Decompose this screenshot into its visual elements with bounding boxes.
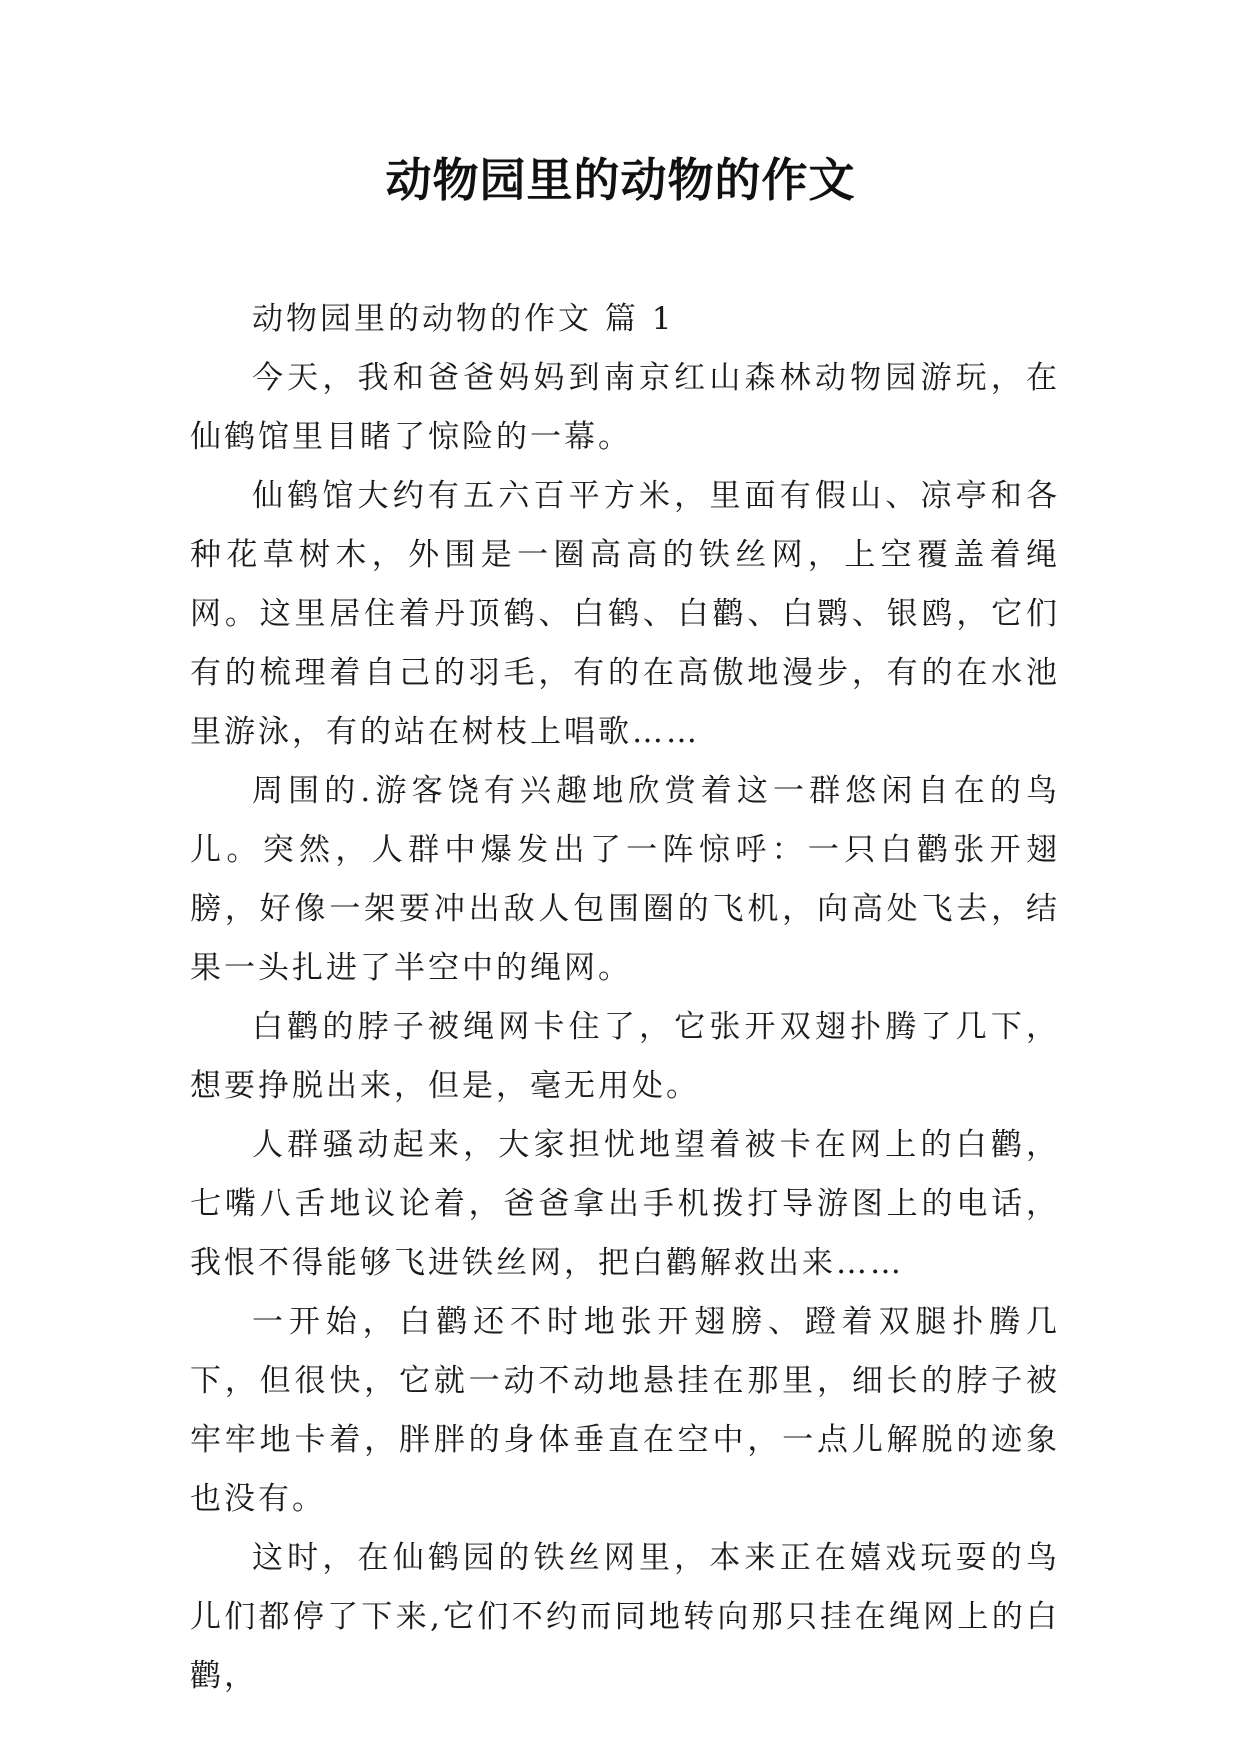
paragraph-2: 仙鹤馆大约有五六百平方米，里面有假山、凉亭和各种花草树木，外围是一圈高高的铁丝网，上空覆盖着绳网。这里居住着丹顶鹤、白鹤、白鹳、白鹮、银鸥，它们有的梳理着自己的羽毛，有的在高傲地漫步，有的在水池里游泳，有的站在树枝上唱歌…… — [190, 478, 1060, 750]
section-heading: 动物园里的动物的作文 篇 1 — [252, 301, 675, 337]
paragraph-6: 一开始，白鹳还不时地张开翅膀、蹬着双腿扑腾几下，但很快，它就一动不动地悬挂在那里，细长的脖子被牢牢地卡着，胖胖的身体垂直在空中，一点儿解脱的迹象也没有。 — [190, 1304, 1060, 1517]
paragraph-5: 人群骚动起来，大家担忧地望着被卡在网上的白鹳，七嘴八舌地议论着，爸爸拿出手机拨打导游图上的电话，我恨不得能够飞进铁丝网，把白鹳解救出来…… — [190, 1127, 1060, 1281]
document-body — [190, 290, 1060, 1706]
paragraph-1: 今天，我和爸爸妈妈到南京红山森林动物园游玩，在仙鹤馆里目睹了惊险的一幕。 — [190, 360, 1060, 455]
document-title: 动物园里的动物的作文 — [385, 153, 856, 207]
paragraph-7: 这时，在仙鹤园的铁丝网里，本来正在嬉戏玩耍的鸟儿们都停了下来,它们不约而同地转向那只挂在绳网上的白鹳， — [190, 1540, 1060, 1694]
paragraph-4: 白鹳的脖子被绳网卡住了，它张开双翅扑腾了几下，想要挣脱出来，但是，毫无用处。 — [190, 1009, 1060, 1104]
paragraph-3: 周围的.游客饶有兴趣地欣赏着这一群悠闲自在的鸟儿。突然，人群中爆发出了一阵惊呼：一只白鹳张开翅膀，好像一架要冲出敌人包围圈的飞机，向高处飞去，结果一头扎进了半空中的绳网。 — [190, 773, 1060, 986]
